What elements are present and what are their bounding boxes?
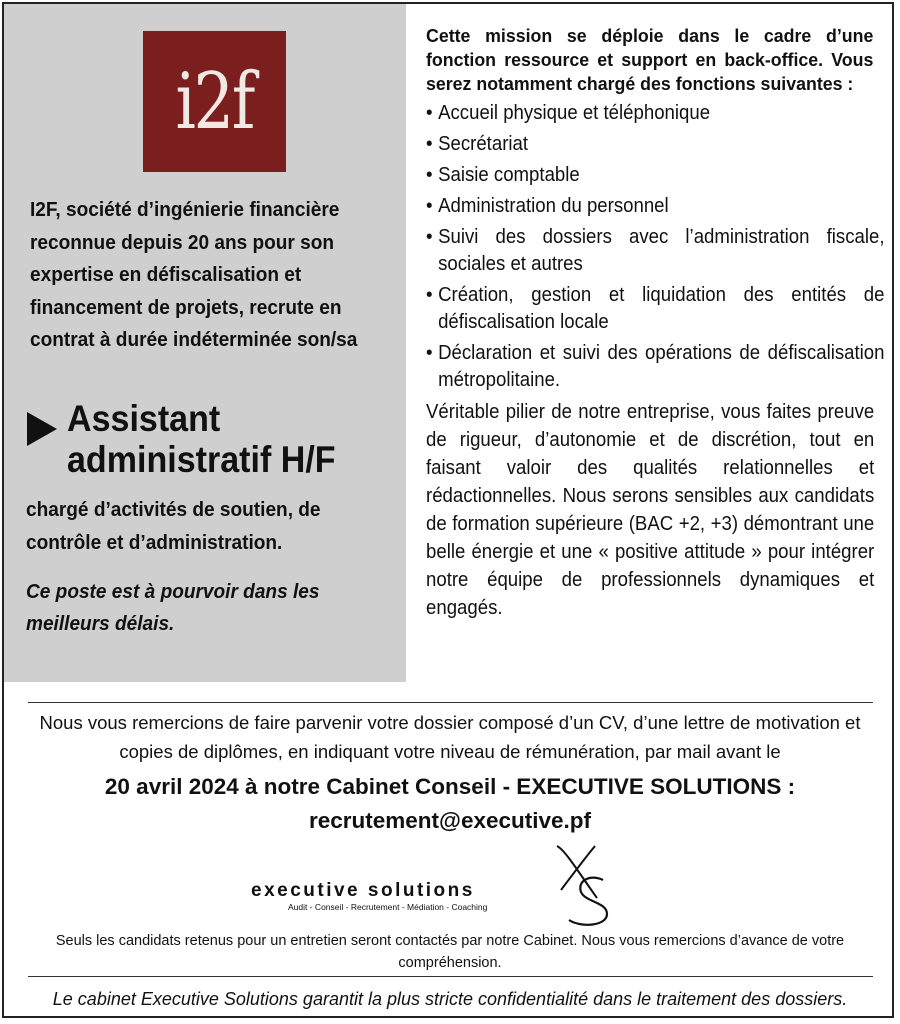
duty-item: • Suivi des dossiers avec l’administration fiscale, sociales et autres [426, 224, 884, 278]
duty-item: • Création, gestion et liquidation des entités de défiscalisation locale [426, 282, 884, 336]
executive-solutions-logo [246, 840, 616, 930]
confidentiality-statement: Le cabinet Executive Solutions garantit la plus stricte confidentialité dans le traitement des dossiers. [52, 989, 848, 1009]
divider-top [28, 702, 873, 703]
mission-intro: Cette mission se déploie dans le cadre d’une fonction ressource et support en back-office. Vous serez notamment chargé des fonctions suivantes : [426, 25, 874, 94]
candidate-profile: Véritable pilier de notre entreprise, vous faites preuve de rigueur, d’autonomie et de discrétion, tout en faisant valoir des qualités relationnelles et rédactionnelles. Nous serons sensibles aux candidats de formation supérieure (BAC +2, +3) démontrant une belle énergie et une « positive attitude » pour intégrer notre équipe de professionnels dynamiques et engagés. [426, 401, 875, 619]
divider-bottom [28, 976, 873, 977]
application-deadline: 20 avril 2024 à notre Cabinet Conseil - EXECUTIVE SOLUTIONS : [104, 774, 796, 799]
selection-notice: Seuls les candidats retenus pour un entretien seront contactés par notre Cabinet. Nous vous remercions d’avance de votre compréhension. [55, 933, 845, 971]
xs-monogram-icon [551, 840, 613, 928]
agency-name: executive solutions [251, 880, 475, 901]
application-email[interactable]: recrutement@executive.pf [308, 808, 592, 833]
play-arrow-icon [27, 412, 57, 446]
company-intro: I2F, société d’ingénierie financière reconnue depuis 20 ans pour son expertise en défiscalisation et financement de projets, recrute en contrat à durée indéterminée son/sa [30, 198, 358, 351]
duty-item: • Saisie comptable [426, 162, 884, 189]
logo-text: i2f [175, 56, 254, 147]
mission-column [426, 24, 885, 622]
duty-item: • Déclaration et suivi des opérations de défiscalisation métropolitaine. [426, 340, 884, 394]
job-subtitle: chargé d’activités de soutien, de contrôle et d’administration. [26, 498, 321, 554]
job-availability: Ce poste est à pourvoir dans les meilleurs délais. [26, 580, 320, 635]
application-instructions: Nous vous remercions de faire parvenir votre dossier composé d’un CV, d’une lettre de motivation et copies de diplômes, en indiquant votre niveau de rémunération, par mail avant le [39, 712, 861, 762]
job-title: Assistant administratif H/F [67, 398, 336, 480]
duties-list [426, 100, 885, 394]
duty-item: • Accueil physique et téléphonique [426, 100, 884, 127]
duty-item: • Secrétariat [426, 131, 884, 158]
i2f-logo [143, 31, 286, 172]
agency-tagline: Audit - Conseil - Recrutement - Médiation - Coaching [288, 902, 488, 912]
duty-item: • Administration du personnel [426, 193, 884, 220]
